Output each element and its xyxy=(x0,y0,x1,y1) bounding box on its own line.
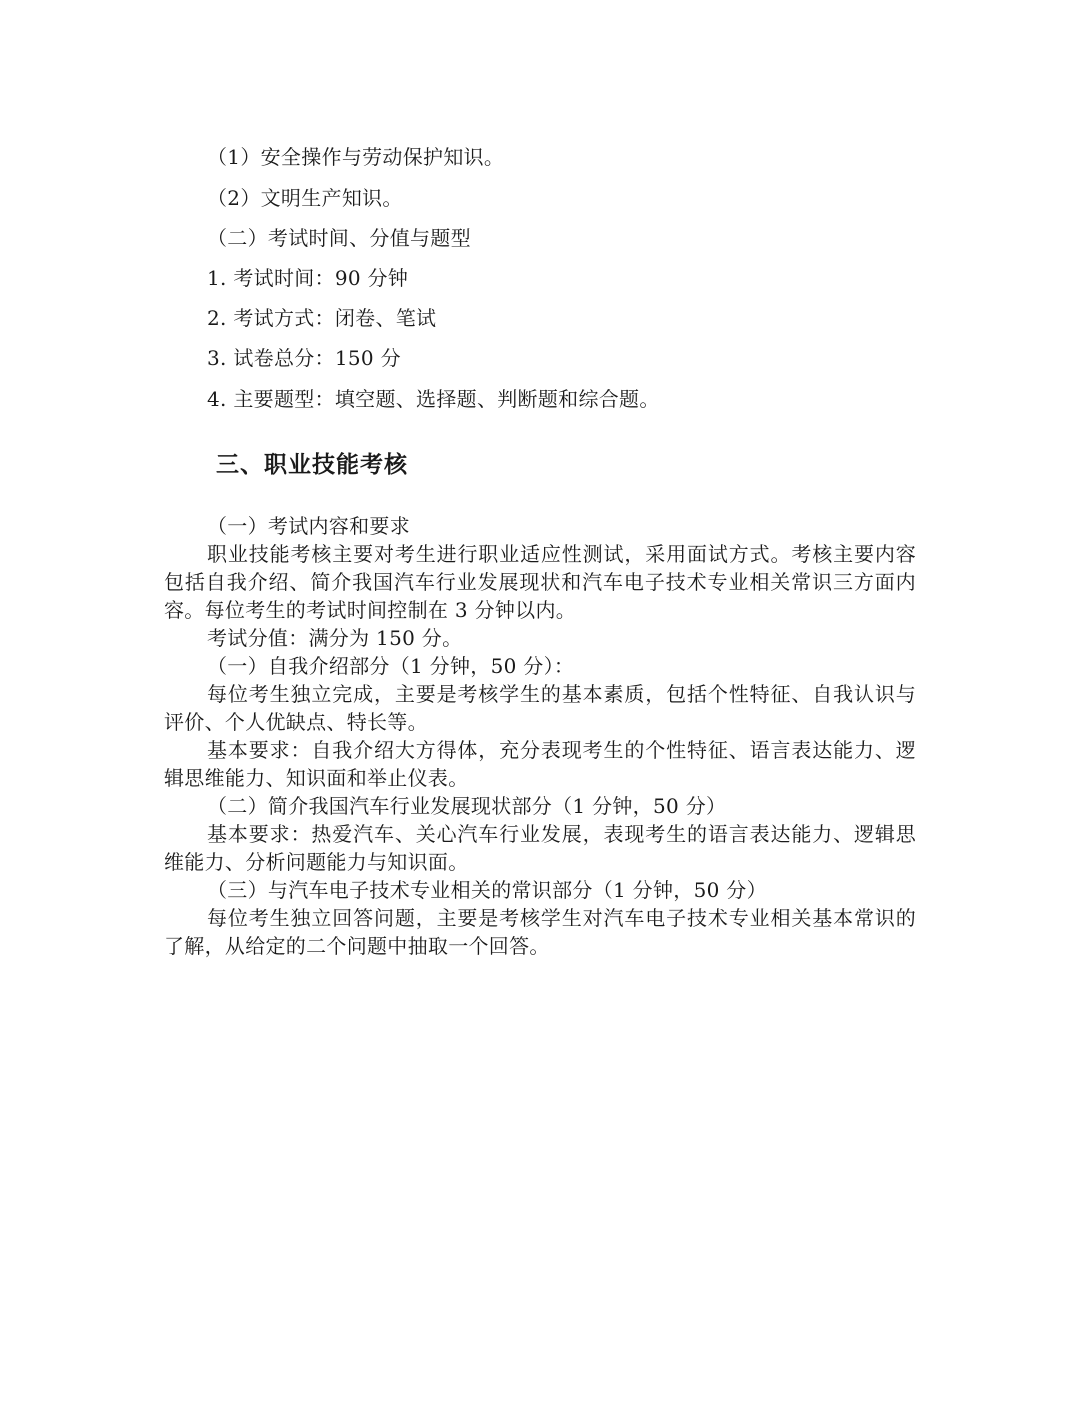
subheading-content-requirements: （一）考试内容和要求 xyxy=(207,514,410,538)
list-item-exam-time: 1. 考试时间：90 分钟 xyxy=(207,266,409,290)
list-item-total-score: 3. 试卷总分：150 分 xyxy=(207,346,401,370)
paragraph-self-intro-requirements: 基本要求：自我介绍大方得体，充分表现考生的个性特征、语言表达能力、逻辑思维能力、知识面和举止仪表。 xyxy=(164,738,916,790)
section-heading: 三、职业技能考核 xyxy=(216,452,408,478)
paragraph-self-intro-desc: 每位考生独立完成，主要是考核学生的基本素质，包括个性特征、自我认识与评价、个人优缺点、特长等。 xyxy=(164,682,916,734)
subheading-exam-time-score-type: （二）考试时间、分值与题型 xyxy=(207,226,471,250)
list-item-exam-method: 2. 考试方式：闭卷、笔试 xyxy=(207,306,437,330)
subheading-industry-status: （二）简介我国汽车行业发展现状部分（1 分钟，50 分） xyxy=(207,794,727,818)
paragraph-industry-requirements: 基本要求：热爱汽车、关心汽车行业发展，表现考生的语言表达能力、逻辑思维能力、分析问题能力与知识面。 xyxy=(164,822,916,874)
paragraph-overview: 职业技能考核主要对考生进行职业适应性测试，采用面试方式。考核主要内容包括自我介绍、简介我国汽车行业发展现状和汽车电子技术专业相关常识三方面内容。每位考生的考试时间控制在 3 分钟以内。 xyxy=(164,542,916,622)
paragraph-professional-knowledge-desc: 每位考生独立回答问题，主要是考核学生对汽车电子技术专业相关基本常识的了解，从给定的二个问题中抽取一个回答。 xyxy=(164,906,916,958)
section-body xyxy=(164,512,916,960)
list-item-civilized-production: （2）文明生产知识。 xyxy=(207,186,403,210)
subheading-self-intro: （一）自我介绍部分（1 分钟，50 分）： xyxy=(207,654,575,678)
paragraph-score: 考试分值：满分为 150 分。 xyxy=(207,626,463,650)
list-item-question-types: 4. 主要题型：填空题、选择题、判断题和综合题。 xyxy=(207,387,660,411)
list-item-safety-knowledge: （1）安全操作与劳动保护知识。 xyxy=(207,145,505,169)
subheading-professional-knowledge: （三）与汽车电子技术专业相关的常识部分（1 分钟，50 分） xyxy=(207,878,767,902)
